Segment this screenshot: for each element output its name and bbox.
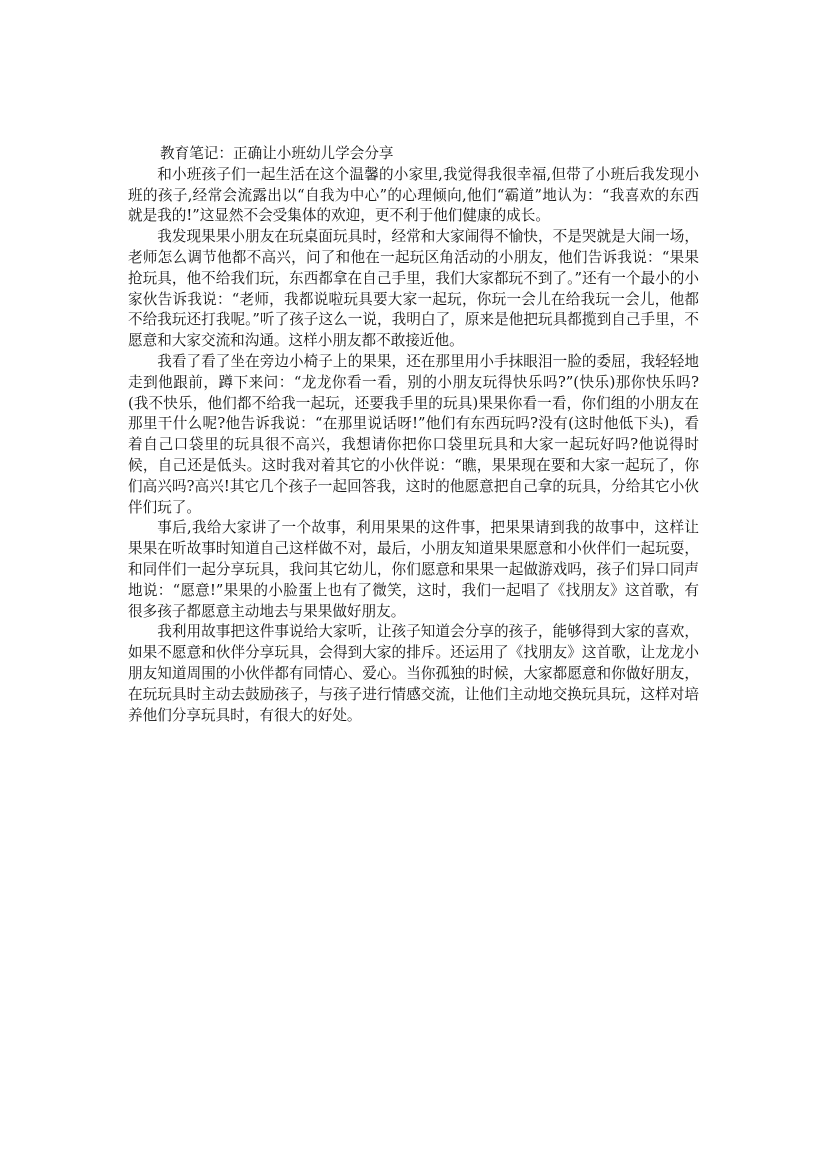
paragraph-5: 我利用故事把这件事说给大家听，让孩子知道会分享的孩子，能够得到大家的喜欢，如果不愿意和伙伴分享玩具，会得到大家的排斥。还运用了《找朋友》这首歌，让龙龙小朋友知道周围的小伙伴都有同情心、爱心。当你孤独的时候，大家都愿意和你做好朋友，在玩玩具时主动去鼓励孩子，与孩子进行情感交流，让他们主动地交换玩具玩，这样对培养他们分享玩具时，有很大的好处。 <box>128 623 699 724</box>
document-body <box>128 144 699 726</box>
document-title: 教育笔记：正确让小班幼儿学会分享 <box>160 145 394 162</box>
paragraph-2: 我发现果果小朋友在玩桌面玩具时，经常和大家闹得不愉快，不是哭就是大闹一场，老师怎么调节他都不高兴，问了和他在一起玩区角活动的小朋友，他们告诉我说：“果果抢玩具，他不给我们玩，东西都拿在自己手里，我们大家都玩不到了。”还有一个最小的小家伙告诉我说：“老师，我都说啦玩具要大家一起玩，你玩一会儿在给我玩一会儿，他都不给我玩还打我呢。”听了孩子这么一说，我明白了，原来是他把玩具都揽到自己手里，不愿意和大家交流和沟通。这样小朋友都不敢接近他。 <box>128 228 699 350</box>
paragraph-3: 我看了看了坐在旁边小椅子上的果果，还在那里用小手抹眼泪一脸的委屈，我轻轻地走到他跟前，蹲下来问：“龙龙你看一看，别的小朋友玩得快乐吗?”(快乐)那你快乐吗?(我不快乐，他们都不给我一起玩，还要我手里的玩具)果果你看一看，你们组的小朋友在那里干什么呢?他告诉我说：“在那里说话呀!”他们有东西玩吗?没有(这时他低下头)，看着自己口袋里的玩具很不高兴，我想请你把你口袋里玩具和大家一起玩好吗?他说得时候，自己还是低头。这时我对着其它的小伙伴说：“瞧，果果现在要和大家一起玩了，你们高兴吗?高兴!其它几个孩子一起回答我，这时的他愿意把自己拿的玩具，分给其它小伙伴们玩了。 <box>128 352 699 516</box>
paragraph-1: 和小班孩子们一起生活在这个温馨的小家里,我觉得我很幸福,但带了小班后我发现小班的孩子,经常会流露出以“自我为中心”的心理倾向,他们“霸道”地认为：“我喜欢的东西就是我的!”这显然不会受集体的欢迎，更不利于他们健康的成长。 <box>128 165 699 225</box>
paragraph-4: 事后,我给大家讲了一个故事，利用果果的这件事，把果果请到我的故事中，这样让果果在听故事时知道自己这样做不对，最后，小朋友知道果果愿意和小伙伴们一起玩耍，和同伴们一起分享玩具，我问其它幼儿，你们愿意和果果一起做游戏吗，孩子们异口同声地说：“愿意!”果果的小脸蛋上也有了微笑，这时，我们一起唱了《找朋友》这首歌，有很多孩子都愿意主动地去与果果做好朋友。 <box>128 519 699 620</box>
